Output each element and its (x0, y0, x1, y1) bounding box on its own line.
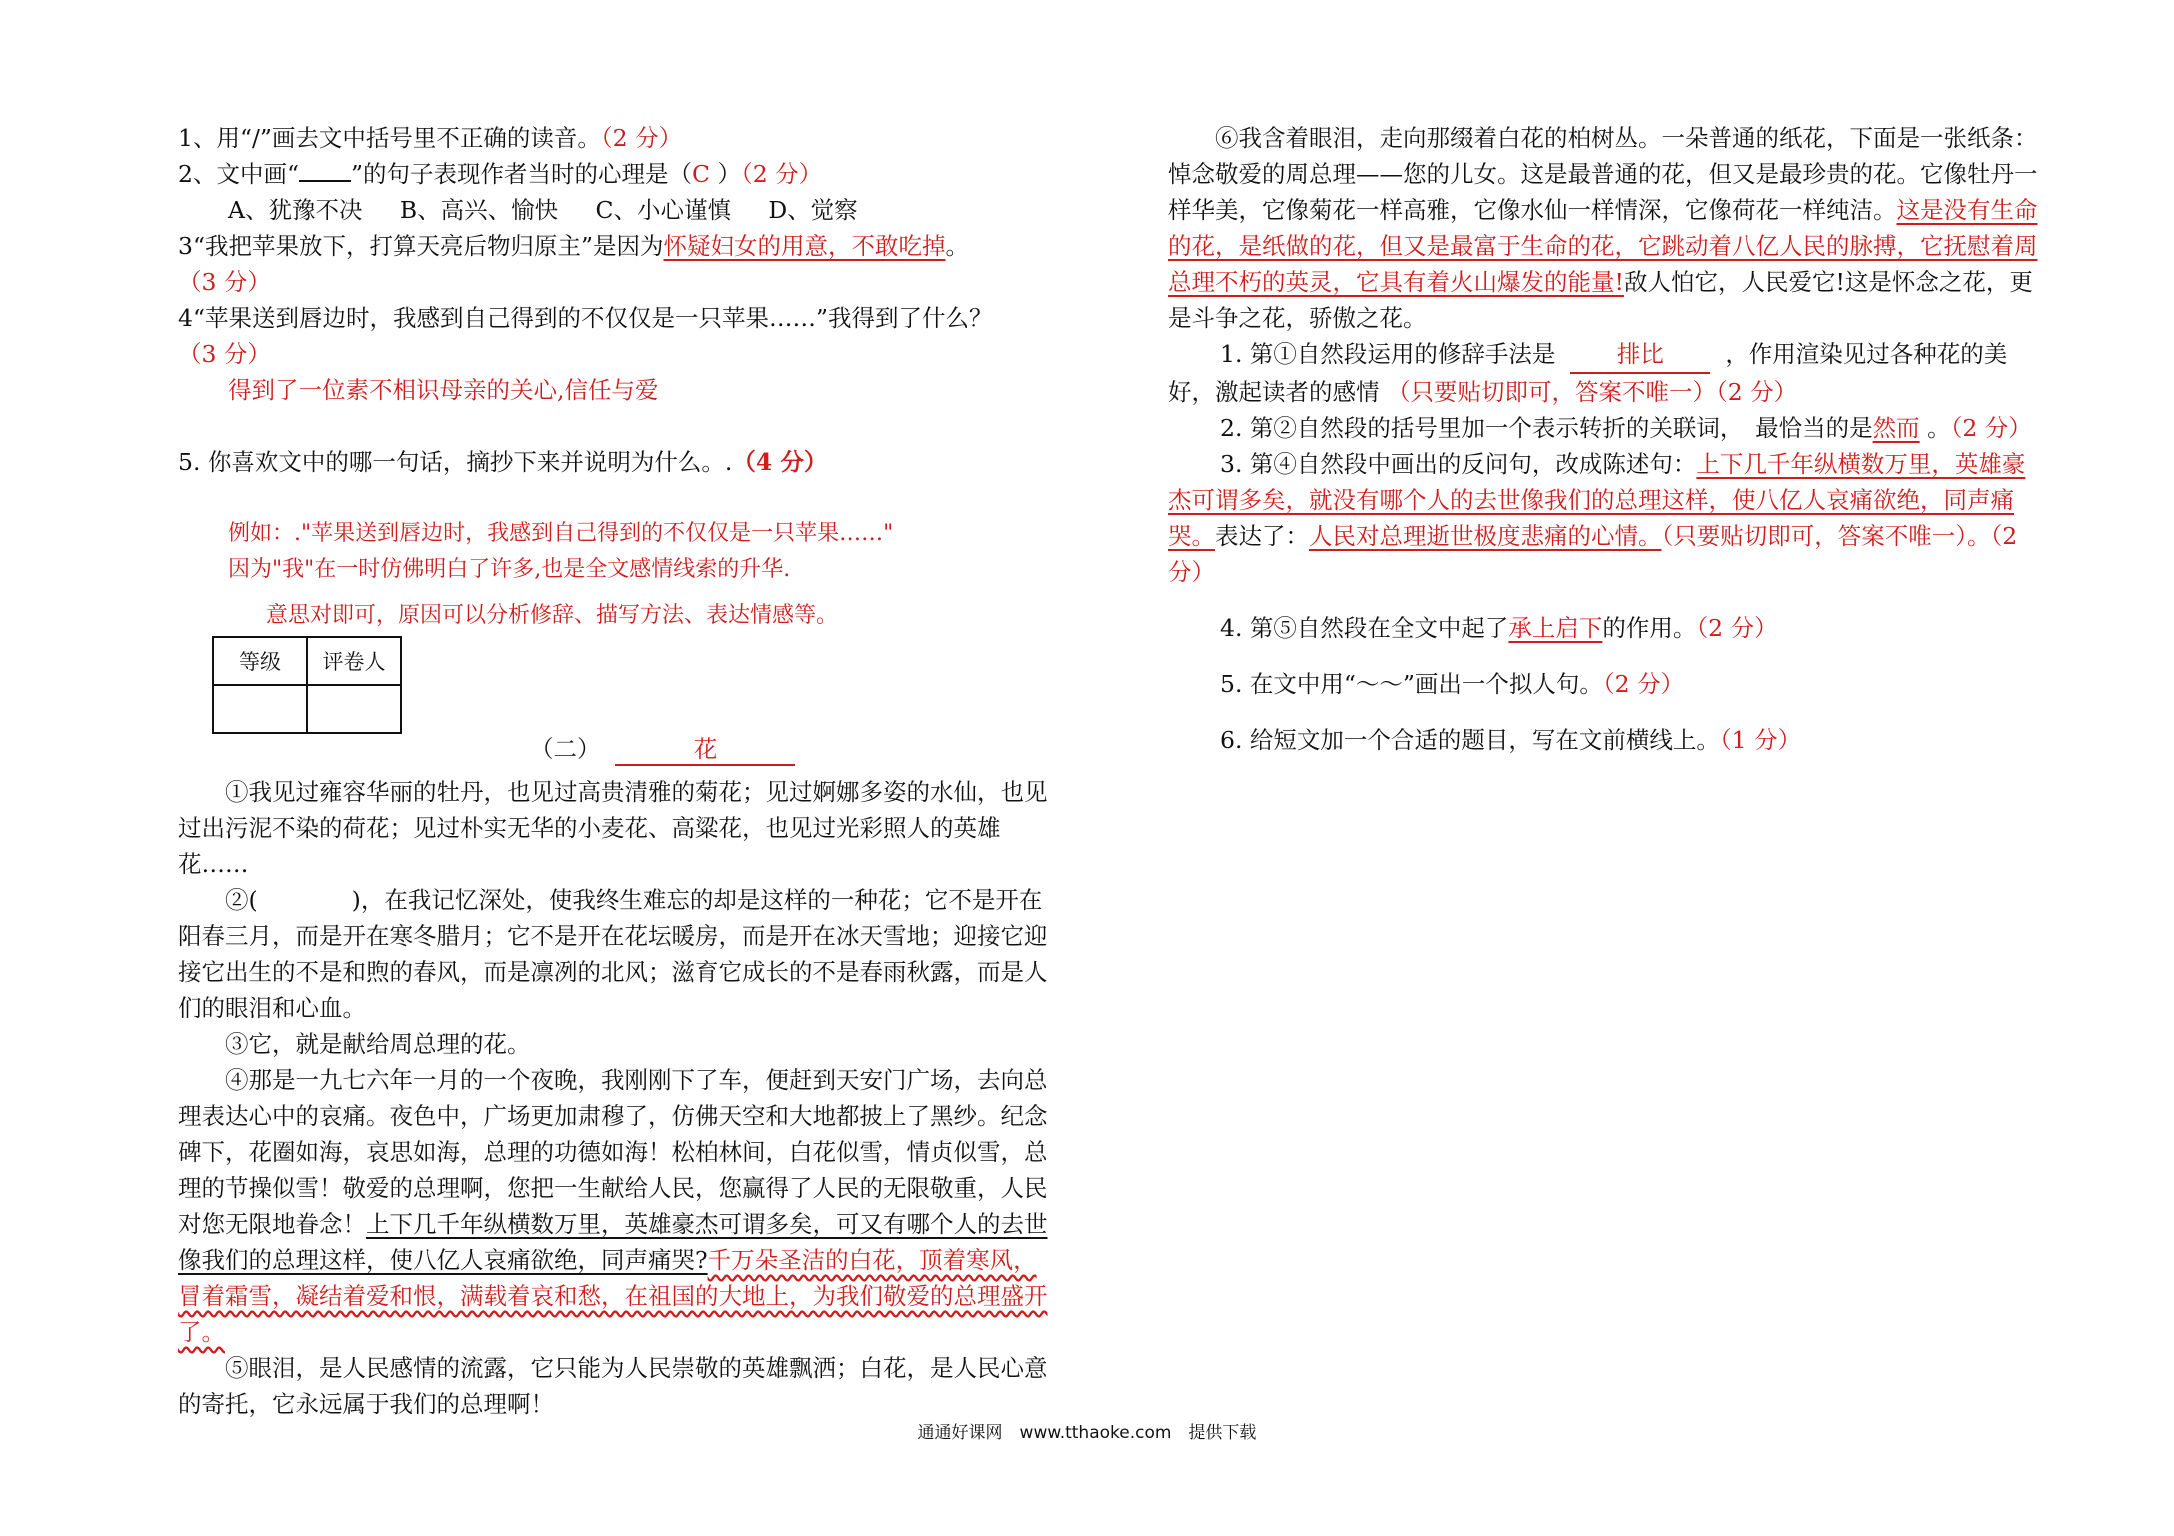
q3-text: 3“我把苹果放下，打算天亮后物归原主”是因为 (178, 232, 664, 260)
paragraph-6-end: 敌人怕它，人民爱它!这是怀念之花，更是斗争之花，骄傲之花。 (1168, 268, 2033, 332)
question-2 (178, 156, 1058, 192)
r-q5-text: 5. 在文中用“～～”画出一个拟人句。 (1220, 670, 1603, 698)
r-q4-post: 的作用。 (1602, 614, 1697, 642)
paragraph-4-text: ④那是一九七六年一月的一个夜晚，我刚刚下了车，便赶到天安门广场，去向总理表达心中的哀痛。夜色中，广场更加肃穆了，仿佛天空和大地都披上了黑纱。纪念碑下，花圈如海，哀思如海，总理的功德如海！松柏林间，白花似雪，情贞似雪，总理的节操似雪！敬爱的总理啊，您把一生献给人民，您赢得了人民的无限敬重，人民对您无限地眷念！ (178, 1066, 1048, 1238)
q2-option-d: D、觉察 (768, 196, 858, 224)
r-question-2 (1168, 410, 2048, 446)
r-q2-pre: 2. 第②自然段的括号里加一个表示转折的关联词， 最恰当的是 (1220, 414, 1873, 442)
r-q1-pre: 1. 第①自然段运用的修辞手法是 (1220, 340, 1556, 368)
q2-option-c: C、小心谨慎 (595, 196, 731, 224)
paragraph-6-answer: 这是没有生命的花，是纸做的花，但又是最富于生命的花，它跳动着八亿人民的脉搏，它抚慰着周总理不朽的英灵，它具有着火山爆发的能量! (1168, 196, 2038, 296)
grader-header: 评卷人 (307, 637, 401, 685)
grade-header: 等级 (213, 637, 307, 685)
q4-score: （3 分） (178, 340, 271, 368)
q5-answer-line-1: 例如：."苹果送到唇边时，我感到自己得到的不仅仅是一只苹果……" (228, 521, 894, 546)
q2-close: ） (717, 160, 741, 188)
q2-underline-sample (299, 180, 351, 182)
r-q3-answer: 上下几千年纵横数万里，英雄豪杰可谓多矣，就没有哪个人的去世像我们的总理这样，使八亿人哀痛欲绝，同声痛哭。 (1168, 450, 2026, 550)
footer: 通通好课网 www.tthaoke.com 提供下载 (917, 1423, 1257, 1443)
r-q3-answer-2: 人民对总理逝世极度悲痛的心情。 (1309, 522, 1662, 550)
r-q4-score: （2 分） (1696, 614, 1778, 642)
r-q2-answer: 然而 (1872, 414, 1920, 442)
q5-text: 5. 你喜欢文中的哪一句话，摘抄下来并说明为什么。. (178, 448, 733, 476)
question-5 (178, 444, 1058, 480)
r-q1-post: ，作用渲染见过各种花的美好，激起读者的感情 (1168, 340, 2008, 406)
paragraph-6-text: ⑥我含着眼泪，走向那缀着白花的柏树丛。一朵普通的纸花，下面是一张纸条：悼念敬爱的周总理——您的儿女。这是最普通的花，但又是最珍贵的花。它像牡丹一样华美，它像菊花一样高雅，它像水仙一样情深，它像荷花一样纯洁。 (1168, 124, 2038, 224)
passage (178, 774, 1058, 1422)
grader-cell[interactable] (307, 685, 401, 733)
r-q3-pre: 3. 第④自然段中画出的反问句，改成陈述句： (1220, 450, 1697, 478)
paragraph-1: ①我见过雍容华丽的牡丹，也见过高贵清雅的菊花；见过婀娜多姿的水仙，也见过出污泥不染的荷花；见过朴实无华的小麦花、高粱花，也见过光彩照人的英雄花…… (178, 778, 1048, 878)
q4-answer: 得到了一位素不相识母亲的关心,信任与爱 (228, 376, 659, 404)
q3-score: （3 分） (178, 268, 271, 296)
left-column (178, 120, 1058, 634)
paragraph-4-rhetorical-question: 上下几千年纵横数万里，英雄豪杰可谓多矣，可又有哪个人的去世像我们的总理这样，使八亿人哀痛欲绝，同声痛哭? (178, 1210, 1048, 1274)
r-q4-answer: 承上启下 (1508, 614, 1603, 642)
r-q1-score: （只要贴切即可，答案不唯一）（2 分） (1386, 378, 1798, 406)
section-title-answer: 花 (615, 730, 795, 766)
section-number: （二） (530, 735, 601, 763)
q3-end: 。 (945, 232, 969, 260)
r-q4-pre: 4. 第⑤自然段在全文中起了 (1220, 614, 1509, 642)
r-question-4 (1168, 610, 2048, 646)
q5-score: （4 分） (732, 448, 828, 476)
q5-answer-line-3: 意思对即可，原因可以分析修辞、描写方法、表达情感等。 (266, 603, 839, 628)
r-q2-post: 。 (1927, 414, 1951, 442)
r-q1-answer: 排比 (1570, 336, 1710, 374)
q5-answer-line-2: 因为"我"在一时仿佛明白了许多,也是全文感情线索的升华. (228, 557, 791, 582)
r-question-1 (1168, 336, 2048, 410)
question-1 (178, 120, 1058, 156)
q2-options (178, 192, 1058, 228)
r-question-6 (1168, 722, 2048, 758)
grade-cell[interactable] (213, 685, 307, 733)
q2-option-b: B、高兴、愉快 (399, 196, 559, 224)
paragraph-3: ③它，就是献给周总理的花。 (225, 1030, 531, 1058)
r-question-3 (1168, 446, 2048, 590)
q2-answer: C (691, 160, 710, 188)
paragraph-4-personification: 千万朵圣洁的白花，顶着寒风，冒着霜雪，凝结着爱和恨，满载着哀和愁，在祖国的大地上，为我们敬爱的总理盛开了。 (178, 1246, 1048, 1346)
q2-score: （2 分） (740, 160, 823, 188)
question-4 (178, 300, 1058, 372)
paragraph-2: ②( )，在我记忆深处，使我终生难忘的却是这样的一种花；它不是开在阳春三月，而是开在寒冬腊月；它不是开在花坛暖房，而是开在冰天雪地；迎接它迎接它出生的不是和煦的春风，而是凛冽的北风；滋育它成长的不是春雨秋露，而是人们的眼泪和心血。 (178, 886, 1048, 1022)
q2-option-a: A、犹豫不决 (228, 196, 363, 224)
paragraph-4 (178, 1062, 1058, 1350)
q3-answer: 怀疑妇女的用意，不敢吃掉 (663, 232, 946, 260)
q2-post: ”的句子表现作者当时的心理是（ (350, 160, 692, 188)
question-3 (178, 228, 1058, 300)
q4-text: 4“苹果送到唇边时，我感到自己得到的不仅仅是一只苹果……”我得到了什么？ (178, 304, 993, 332)
r-q6-score: （1 分） (1719, 726, 1802, 754)
q1-score: （2 分） (600, 124, 683, 152)
paragraph-6 (1168, 120, 2048, 336)
section-title (530, 730, 795, 766)
r-q2-score: （2 分） (1950, 414, 2032, 442)
r-q3-score: （只要贴切即可，答案不唯一）。（2 分） (1168, 522, 2018, 586)
right-column (1168, 120, 2048, 758)
q2-pre: 2、文中画“ (178, 160, 299, 188)
r-q6-text: 6. 给短文加一个合适的题目，写在文前横线上。 (1220, 726, 1720, 754)
paragraph-5: ⑤眼泪，是人民感情的流露，它只能为人民崇敬的英雄飘洒；白花，是人民心意的寄托，它永远属于我们的总理啊！ (178, 1354, 1048, 1418)
r-q3-mid: 表达了： (1215, 522, 1309, 550)
q1-text: 1、用“/”画去文中括号里不正确的读音。 (178, 124, 601, 152)
grade-table (212, 636, 402, 734)
r-q5-score: （2 分） (1602, 670, 1685, 698)
r-question-5 (1168, 666, 2048, 702)
